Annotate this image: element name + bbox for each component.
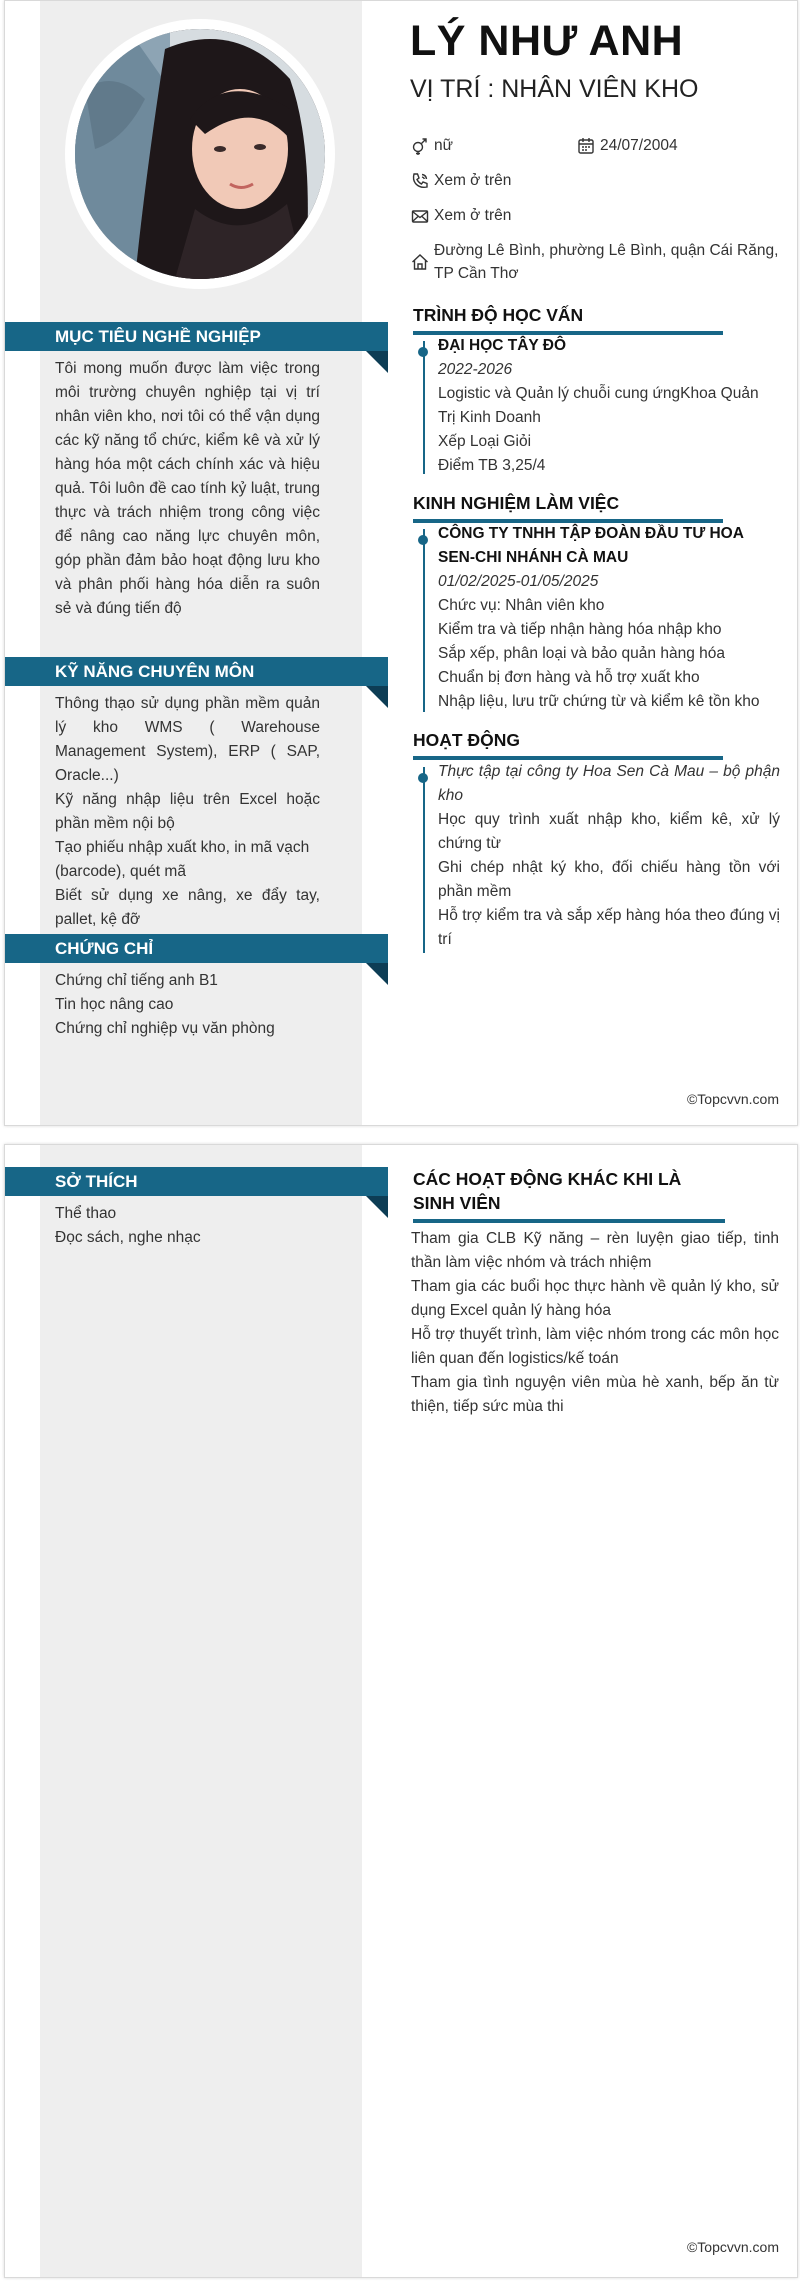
objective-heading: MỤC TIÊU NGHỀ NGHIỆP [5,322,388,351]
education-period: 2022-2026 [438,361,513,378]
activities-entry [438,760,780,952]
home-icon [410,252,430,272]
skills-list [55,692,320,932]
skill-item: Tạo phiếu nhập xuất kho, in mã vạch (barcode), quét mã [55,839,310,880]
certificate-item: Tin học nâng cao [55,996,174,1013]
footer-watermark: ©Topcvvn.com [686,2239,779,2255]
school-name: ĐẠI HỌC TÂY ĐÔ [438,337,567,354]
skill-item: Kỹ năng nhập liệu trên Excel hoặc phần mềm nội bộ [55,791,320,832]
student-activity-item: Hỗ trợ thuyết trình, làm việc nhóm trong các môn học liên quan đến logistics/kế toán [411,1326,779,1367]
phone-value: Xem ở trên [434,172,512,189]
address-value: Đường Lê Bình, phường Lê Bình, quận Cái Răng, TP Cần Thơ [434,242,779,282]
activity-title: Thực tập tại công ty Hoa Sen Cà Mau – bộ phận kho [438,763,780,804]
education-timeline [423,341,425,474]
certificates-list [55,969,320,1041]
education-entry [438,334,780,478]
hobby-item: Thể thao [55,1205,117,1222]
education-gpa: Điểm TB 3,25/4 [438,457,546,474]
candidate-position: VỊ TRÍ : NHÂN VIÊN KHO [410,75,699,103]
company-name: CÔNG TY TNHH TẬP ĐOÀN ĐẦU TƯ HOA SEN-CHI NHÁNH CÀ MAU [438,525,744,566]
cv-page-1 [4,0,798,1126]
skill-item: Thông thạo sử dụng phần mềm quản lý kho WMS ( Warehouse Management System), ERP ( SAP, Oracle...) [55,695,320,784]
gender-icon [410,136,430,156]
certificates-heading: CHỨNG CHỈ [5,934,388,963]
activities-timeline [423,767,425,953]
student-activity-item: Tham gia các buổi học thực hành về quản lý kho, sử dụng Excel quản lý hàng hóa [411,1278,779,1319]
activities-heading: HOẠT ĐỘNG [413,728,723,760]
objective-text: Tôi mong muốn được làm việc trong môi trường chuyên nghiệp tại vị trí nhân viên kho, nơi tôi có thể vận dụng các kỹ năng tổ chức, kiểm kê và xử lý hàng hóa một cách chính xác và hiệu quả. Tôi luôn đề cao tính kỷ luật, trung thực và trách nhiệm trong công việc để nâng cao năng lực chuyên môn, góp phần đảm bảo hoạt động lưu kho và phân phối hàng hóa diễn ra suôn sẻ và đúng tiến độ [55,360,320,617]
birthday-value: 24/07/2004 [600,137,678,154]
experience-entry [438,522,780,714]
experience-task: Sắp xếp, phân loại và bảo quản hàng hóa [438,645,725,662]
email-value: Xem ở trên [434,207,512,224]
education-heading: TRÌNH ĐỘ HỌC VẤN [413,303,723,335]
activity-item: Hỗ trợ kiểm tra và sắp xếp hàng hóa theo đúng vị trí [438,907,780,948]
education-major: Logistic và Quản lý chuỗi cung ứngKhoa Quản Trị Kinh Doanh [438,385,759,426]
experience-timeline [423,529,425,712]
experience-task: Kiểm tra và tiếp nhận hàng hóa nhập kho [438,621,722,638]
activity-item: Ghi chép nhật ký kho, đối chiếu hàng tồn với phần mềm [438,859,780,900]
skill-item: Biết sử dụng xe nâng, xe đẩy tay, pallet, kệ đỡ [55,887,320,928]
experience-role: Chức vụ: Nhân viên kho [438,597,605,614]
cv-page-2 [4,1144,798,2278]
timeline-dot [418,535,428,545]
experience-period: 01/02/2025-01/05/2025 [438,573,599,590]
hobbies-heading: SỞ THÍCH [5,1167,388,1196]
gender-row [410,134,453,157]
sidebar-background [40,1145,362,2277]
experience-task: Chuẩn bị đơn hàng và hỗ trợ xuất kho [438,669,700,686]
activity-item: Học quy trình xuất nhập kho, kiểm kê, xử lý chứng từ [438,811,780,852]
gender-value: nữ [434,137,453,154]
hobby-item: Đọc sách, nghe nhạc [55,1229,201,1246]
email-row [410,204,511,227]
avatar-photo [75,29,325,279]
footer-watermark: ©Topcvvn.com [686,1091,779,1107]
phone-row [410,169,511,192]
phone-icon [410,171,430,191]
education-rank: Xếp Loại Giỏi [438,433,532,450]
experience-heading: KINH NGHIỆM LÀM VIỆC [413,491,723,523]
candidate-name: LÝ NHƯ ANH [410,17,684,65]
mail-icon [410,206,430,226]
experience-task: Nhập liệu, lưu trữ chứng từ và kiểm kê tồn kho [438,693,760,710]
birthday-row [576,134,678,157]
student-activities-list [411,1227,779,1419]
student-activity-item: Tham gia tình nguyện viên mùa hè xanh, bếp ăn từ thiện, tiếp sức mùa thi [411,1374,779,1415]
student-activity-item: Tham gia CLB Kỹ năng – rèn luyện giao tiếp, tinh thần làm việc nhóm và trách nhiệm [411,1230,779,1271]
address-row [410,239,782,285]
hobbies-list [55,1202,320,1250]
calendar-icon [576,136,596,156]
certificate-item: Chứng chỉ tiếng anh B1 [55,972,218,989]
avatar [75,29,325,279]
timeline-dot [418,773,428,783]
certificate-item: Chứng chỉ nghiệp vụ văn phòng [55,1020,275,1037]
student-activities-heading: CÁC HOẠT ĐỘNG KHÁC KHI LÀ SINH VIÊN [413,1167,725,1223]
skills-heading: KỸ NĂNG CHUYÊN MÔN [5,657,388,686]
timeline-dot [418,347,428,357]
